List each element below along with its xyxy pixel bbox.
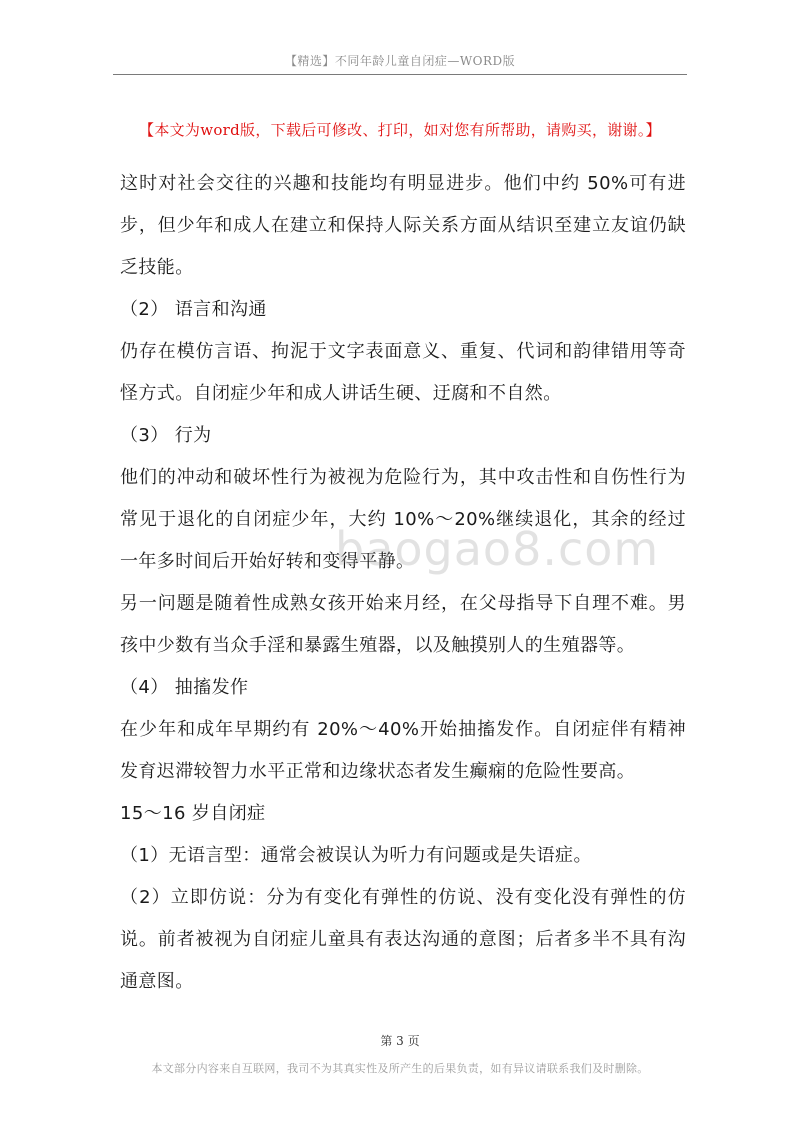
- paragraph: 仍存在模仿言语、拘泥于文字表面意义、重复、代词和韵律错用等奇怪方式。自闭症少年和成人讲话生硬、迂腐和不自然。: [120, 341, 686, 404]
- paragraph: （2）立即仿说：分为有变化有弹性的仿说、没有变化没有弹性的仿说。前者被视为自闭症儿童具有表达沟通的意图；后者多半不具有沟通意图。: [120, 887, 686, 992]
- page-number: 第 3 页: [380, 1034, 420, 1048]
- paragraph: 这时对社会交往的兴趣和技能均有明显进步。他们中约 50%可有进步，但少年和成人在建立和保持人际关系方面从结识至建立友谊仍缺乏技能。: [120, 173, 686, 278]
- paragraph: 在少年和成年早期约有 20%～40%开始抽搐发作。自闭症伴有精神发育迟滞较智力水平正常和边缘状态者发生癫痫的危险性要高。: [120, 719, 686, 782]
- document-body: [120, 163, 686, 1003]
- paragraph: 他们的冲动和破坏性行为被视为危险行为，其中攻击性和自伤性行为常见于退化的自闭症少年，大约 10%～20%继续退化，其余的经过一年多时间后开始好转和变得平静。: [120, 467, 686, 572]
- section-heading: （3） 行为: [120, 425, 212, 446]
- page-header-title: 【精选】不同年龄儿童自闭症—WORD版: [284, 54, 516, 68]
- paragraph: （1）无语言型：通常会被误认为听力有问题或是失语症。: [120, 845, 592, 866]
- section-heading: （4） 抽搐发作: [120, 677, 249, 698]
- section-heading: 15～16 岁自闭症: [120, 803, 266, 824]
- watermark: baogao8.com: [335, 522, 660, 576]
- paragraph: 另一问题是随着性成熟女孩开始来月经，在父母指导下自理不难。男孩中少数有当众手淫和暴露生殖器，以及触摸别人的生殖器等。: [120, 593, 686, 656]
- section-heading: （2） 语言和沟通: [120, 299, 267, 320]
- download-notice: 【本文为word版，下载后可修改、打印，如对您有所帮助，请购买，谢谢。】: [139, 121, 661, 139]
- footer-disclaimer: 本文部分内容来自互联网，我司不为其真实性及所产生的后果负责，如有异议请联系我们及时删除。: [151, 1062, 649, 1075]
- header-divider: [113, 74, 687, 75]
